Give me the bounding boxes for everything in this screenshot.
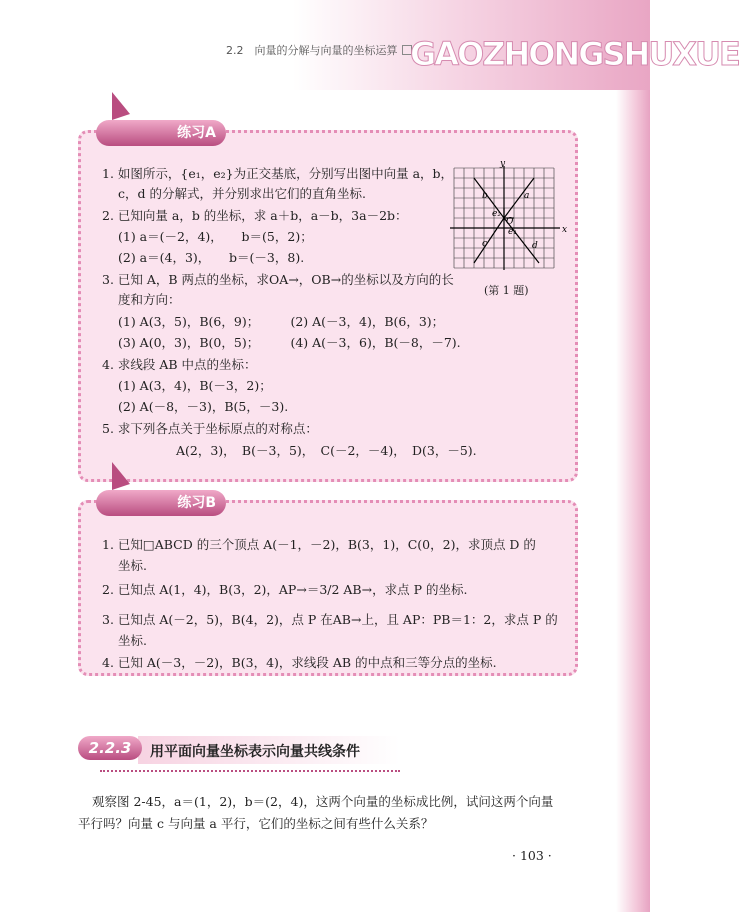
exercise-a-line: (1) a＝(－2，4)， b＝(5，2)； <box>118 229 313 244</box>
exercise-b-line: 2. 已知点 A(1，4)，B(3，2)，AP→＝3/2 AB→，求点 P 的坐标. <box>102 582 468 597</box>
running-header-text: 2.2 向量的分解与向量的坐标运算 <box>226 44 398 57</box>
exercise-b-line: 4. 已知 A(－3，－2)，B(3，4)，求线段 AB 的中点和三等分点的坐标. <box>102 655 497 670</box>
exercise-b-line: 坐标. <box>118 633 147 648</box>
section-number: 2.2.3 <box>78 736 142 760</box>
vector-b-label: b <box>482 191 488 201</box>
exercise-a-title: 练习A <box>96 120 226 146</box>
right-decorative-stripe <box>616 90 650 912</box>
exercise-b-line: 坐标. <box>118 558 147 573</box>
exercise-a-line: 3. 已知 A，B 两点的坐标，求OA→，OB→的坐标以及方向的长 <box>102 272 454 287</box>
exercise-b-line: 3. 已知点 A(－2，5)，B(4，2)，点 P 在AB→上，且 AP：PB＝1：2，求点 P 的 <box>102 612 558 627</box>
vector-c-label: c <box>482 239 488 249</box>
exercise-a-line: (1) A(3，4)，B(－3，2)； <box>118 378 272 393</box>
vector-grid-figure <box>444 158 574 278</box>
exercise-a-line: 度和方向： <box>118 292 181 307</box>
exercise-a-line: (2) a＝(4，3)， b＝(－3，8). <box>118 250 305 265</box>
figure-caption: (第 1 题) <box>484 284 529 297</box>
flag-icon <box>112 462 130 490</box>
exercise-b-line: 1. 已知□ABCD 的三个顶点 A(－1，－2)，B(3，1)，C(0，2)，求顶点 D 的 <box>102 537 536 552</box>
exercise-a-line: 2. 已知向量 a，b 的坐标，求 a＋b，a－b，3a－2b： <box>102 208 408 223</box>
exercise-a-line: (2) A(－8，－3)，B(5，－3). <box>118 399 289 414</box>
vector-e2-label: e₂ <box>492 209 501 219</box>
section-title: 用平面向量坐标表示向量共线条件 <box>150 744 360 760</box>
y-axis-label: y <box>500 159 506 169</box>
body-paragraph-line: 观察图 2-45，a＝(1，2)，b＝(2，4)，这两个向量的坐标成比例，试问这两个向量 <box>92 794 554 809</box>
x-axis-label: x <box>562 225 568 235</box>
vector-a-label: a <box>524 191 530 201</box>
exercise-a-line: A(2，3)， B(－3，5)， C(－2，－4)， D(3，－5). <box>176 443 477 458</box>
running-header <box>226 42 412 58</box>
exercise-a-line: c，d 的分解式，并分别求出它们的直角坐标. <box>118 186 366 201</box>
body-paragraph-line: 平行吗？向量 c 与向量 a 平行，它们的坐标之间有些什么关系？ <box>78 816 434 831</box>
section-divider <box>100 770 400 772</box>
header-logo: GAOZHONGSHUXUE <box>410 35 739 73</box>
exercise-a-line: 5. 求下列各点关于坐标原点的对称点： <box>102 421 318 436</box>
vector-e1-label: e₁ <box>508 227 517 237</box>
exercise-a-line: (1) A(3，5)，B(6，9)； (2) A(－3，4)，B(6，3)； <box>118 314 445 329</box>
vector-d-label: d <box>532 241 538 251</box>
page-number: · 103 · <box>512 848 552 863</box>
exercise-a-line: (3) A(0，3)，B(0，5)； (4) A(－3，6)，B(－8，－7). <box>118 335 461 350</box>
exercise-a-line: 1. 如图所示，{e₁，e₂}为正交基底，分别写出图中向量 a，b， <box>102 166 454 181</box>
flag-icon <box>112 92 130 120</box>
exercise-b-title: 练习B <box>96 490 226 516</box>
exercise-a-line: 4. 求线段 AB 中点的坐标： <box>102 357 257 372</box>
origin-label: O <box>506 217 514 227</box>
